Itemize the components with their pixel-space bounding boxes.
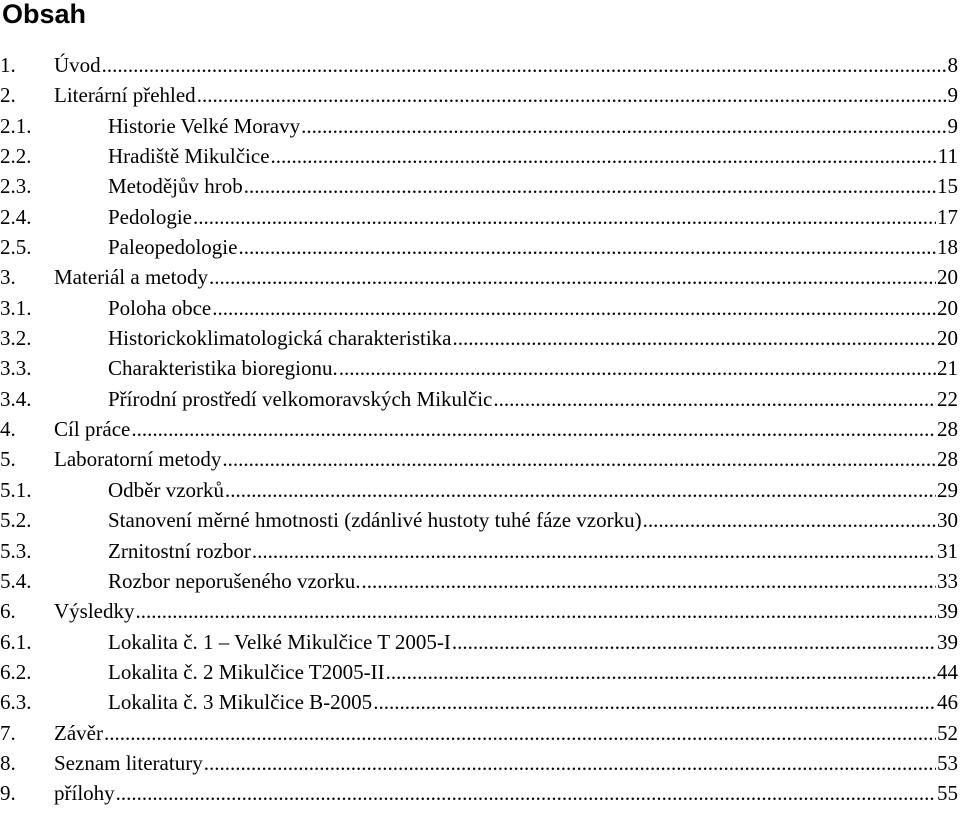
toc-entry-title: Hradiště Mikulčice (108, 144, 270, 169)
toc-entry-title: Poloha obce (108, 295, 212, 320)
table-of-contents (0, 50, 960, 809)
dot-leader (643, 505, 936, 535)
toc-entry-number: 2.1. (0, 113, 32, 138)
toc-entry-page: 20 (937, 326, 958, 351)
toc-entry-title: Závěr (54, 720, 103, 745)
toc-entry-title: Literární přehled (54, 83, 196, 108)
toc-entry-page: 44 (937, 659, 958, 684)
toc-entry[interactable] (0, 444, 960, 474)
toc-entry-title: Pedologie (108, 204, 192, 229)
toc-entry-title: Výsledky (54, 599, 135, 624)
toc-entry-page: 53 (937, 750, 958, 775)
toc-entry-number: 3.2. (0, 326, 32, 351)
toc-entry-page: 28 (937, 417, 958, 442)
dot-leader (222, 444, 936, 474)
toc-entry-page: 39 (937, 599, 958, 624)
dot-leader (193, 202, 936, 232)
toc-entry[interactable] (0, 566, 960, 596)
toc-entry[interactable] (0, 262, 960, 292)
toc-entry-number: 2.2. (0, 144, 32, 169)
toc-entry[interactable] (0, 80, 960, 110)
toc-entry-number: 5.4. (0, 568, 32, 593)
toc-entry[interactable] (0, 353, 960, 383)
dot-leader (301, 111, 946, 141)
toc-entry-title: Odběr vzorků (108, 477, 225, 502)
toc-entry-number: 2.4. (0, 204, 32, 229)
dot-leader (493, 384, 936, 414)
toc-entry-title: přílohy (54, 781, 115, 806)
toc-entry-number: 2.3. (0, 174, 32, 199)
toc-entry[interactable] (0, 323, 960, 353)
toc-entry-number: 2. (0, 83, 16, 108)
toc-entry[interactable] (0, 778, 960, 808)
dot-leader (197, 80, 947, 110)
dot-leader (386, 657, 936, 687)
toc-entry-title: Cíl práce (54, 417, 131, 442)
dot-leader (244, 171, 936, 201)
toc-entry-title: Úvod (54, 53, 101, 77)
toc-entry-page: 31 (937, 538, 958, 563)
dot-leader (339, 353, 936, 383)
toc-entry-page: 28 (937, 447, 958, 472)
toc-entry[interactable] (0, 293, 960, 323)
toc-entry-page: 20 (937, 295, 958, 320)
toc-entry-page: 11 (937, 144, 958, 169)
toc-entry-title: Historie Velké Moravy (108, 113, 301, 138)
dot-leader (252, 536, 936, 566)
toc-entry-title: Lokalita č. 1 – Velké Mikulčice T 2005-I (108, 629, 451, 654)
dot-leader (452, 627, 936, 657)
toc-entry-title: Stanovení měrné hmotnosti (zdánlivé hustoty tuhé fáze vzorku) (108, 508, 642, 533)
toc-entry-number: 3. (0, 265, 16, 290)
toc-entry[interactable] (0, 50, 960, 80)
toc-entry-title: Paleopedologie (108, 235, 238, 260)
toc-entry-page: 15 (937, 174, 958, 199)
toc-entry-title: Zrnitostní rozbor (108, 538, 251, 563)
dot-leader (104, 718, 936, 748)
toc-entry[interactable] (0, 718, 960, 748)
toc-entry-number: 2.5. (0, 235, 32, 260)
dot-leader (271, 141, 937, 171)
dot-leader (362, 566, 936, 596)
toc-entry-page: 20 (937, 265, 958, 290)
toc-entry-number: 6.3. (0, 690, 32, 715)
toc-entry-number: 3.4. (0, 386, 32, 411)
toc-entry-page: 9 (947, 113, 958, 138)
toc-entry-page: 39 (937, 629, 958, 654)
toc-entry-title: Materiál a metody (54, 265, 208, 290)
toc-entry-number: 3.1. (0, 295, 32, 320)
dot-leader (131, 414, 936, 444)
toc-entry-page: 30 (937, 508, 958, 533)
toc-entry-title: Lokalita č. 2 Mikulčice T2005-II (108, 659, 385, 684)
toc-entry-number: 8. (0, 750, 16, 775)
toc-entry-number: 5.1. (0, 477, 32, 502)
dot-leader (116, 778, 936, 808)
toc-entry[interactable] (0, 414, 960, 444)
toc-entry[interactable] (0, 475, 960, 505)
toc-entry-title: Rozbor neporušeného vzorku. (108, 568, 361, 593)
toc-entry-title: Seznam literatury (54, 750, 203, 775)
toc-entry[interactable] (0, 596, 960, 626)
toc-entry-number: 5.3. (0, 538, 32, 563)
toc-entry[interactable] (0, 627, 960, 657)
toc-entry-number: 5. (0, 447, 16, 472)
toc-entry-page: 21 (937, 356, 958, 381)
dot-leader (212, 293, 936, 323)
toc-entry[interactable] (0, 111, 960, 141)
toc-entry-page: 9 (947, 83, 958, 108)
toc-entry-number: 7. (0, 720, 16, 745)
toc-entry-title: Metodějův hrob (108, 174, 243, 199)
toc-entry-number: 3.3. (0, 356, 32, 381)
dot-leader (102, 50, 947, 80)
toc-entry-title: Lokalita č. 3 Mikulčice B-2005 (108, 690, 373, 715)
toc-entry-page: 52 (937, 720, 958, 745)
toc-entry-page: 8 (947, 53, 958, 77)
toc-entry-number: 6.2. (0, 659, 32, 684)
toc-entry-number: 6.1. (0, 629, 32, 654)
toc-entry-page: 33 (937, 568, 958, 593)
toc-entry-page: 55 (937, 781, 958, 806)
toc-entry-page: 17 (937, 204, 958, 229)
dot-leader (209, 262, 936, 292)
toc-entry[interactable] (0, 657, 960, 687)
toc-entry-page: 18 (937, 235, 958, 260)
toc-entry[interactable] (0, 505, 960, 535)
toc-entry-number: 6. (0, 599, 16, 624)
dot-leader (204, 748, 936, 778)
toc-entry[interactable] (0, 171, 960, 201)
toc-entry-title: Historickoklimatologická charakteristika (108, 326, 452, 351)
toc-entry-number: 9. (0, 781, 16, 806)
toc-entry[interactable] (0, 202, 960, 232)
toc-entry[interactable] (0, 232, 960, 262)
toc-entry[interactable] (0, 536, 960, 566)
toc-entry-title: Charakteristika bioregionu. (108, 356, 338, 381)
dot-leader (136, 596, 937, 626)
toc-entry-number: 1. (0, 53, 16, 77)
toc-entry[interactable] (0, 141, 960, 171)
toc-entry-number: 4. (0, 417, 16, 442)
toc-entry[interactable] (0, 384, 960, 414)
dot-leader (452, 323, 936, 353)
dot-leader (373, 687, 936, 717)
page-title: Obsah (2, 0, 87, 29)
toc-entry-title: Přírodní prostředí velkomoravských Mikulčic (108, 386, 493, 411)
toc-entry-page: 29 (937, 477, 958, 502)
toc-entry-page: 22 (937, 386, 958, 411)
toc-entry-page: 46 (937, 690, 958, 715)
toc-entry[interactable] (0, 748, 960, 778)
toc-entry[interactable] (0, 687, 960, 717)
toc-entry-title: Laboratorní metody (54, 447, 222, 472)
dot-leader (225, 475, 936, 505)
dot-leader (238, 232, 936, 262)
toc-entry-number: 5.2. (0, 508, 32, 533)
